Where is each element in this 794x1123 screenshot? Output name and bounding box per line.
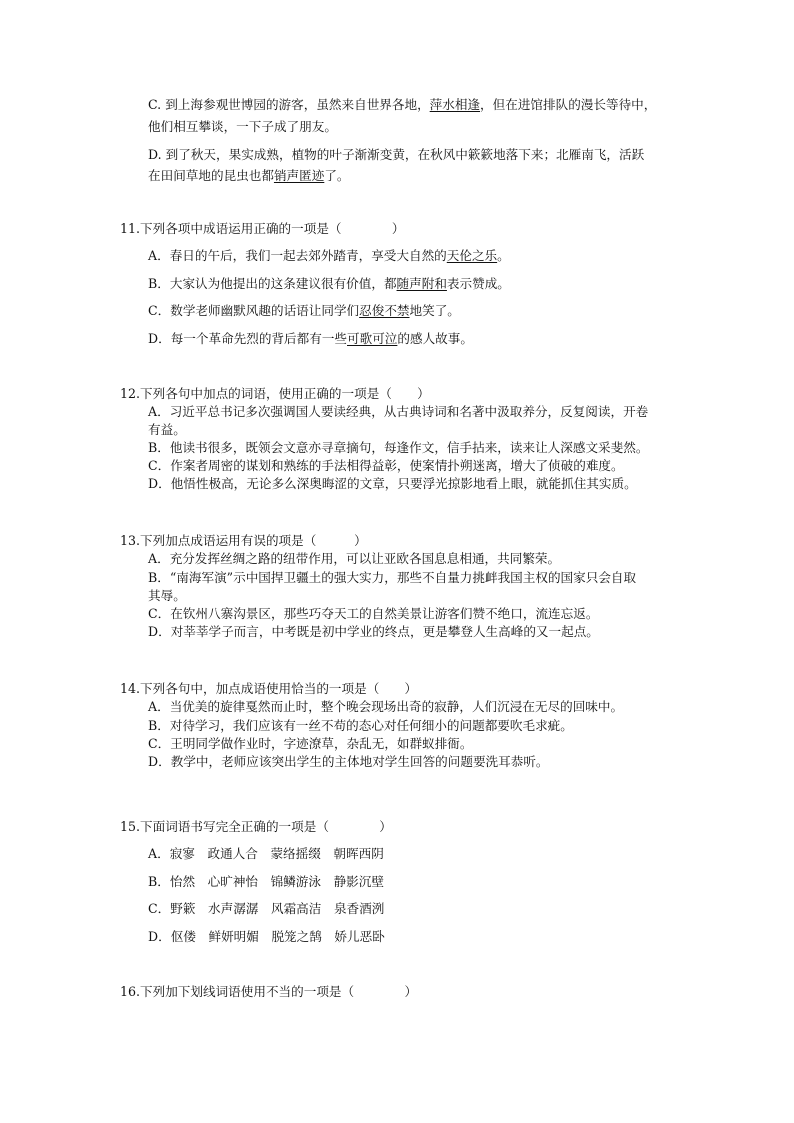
q13-option-b-line2: 其辱。 [148, 588, 186, 603]
q10-option-c-line1 [148, 96, 656, 114]
text: 地笑了。 [409, 303, 460, 318]
q11-option-b [148, 275, 510, 293]
underlined-idiom: 天伦之乐 [446, 248, 498, 263]
underlined-idiom: 忍俊不禁 [359, 303, 410, 318]
q11-option-c [148, 302, 460, 320]
q14-option-c: C．王明同学做作业时，字迹潦草，杂乱无，如群蚁排衙。 [148, 736, 473, 751]
text: ，但在进馆排队的漫长等待中， [480, 97, 657, 112]
q12-option-a-line1: A．习近平总书记多次强调国人要读经典，从古典诗词和名著中汲取养分，反复阅读，开卷 [148, 404, 649, 419]
q12-option-d: D．他悟性极高，无论多么深奥晦涩的文章，只要浮光掠影地看上眼，就能抓住其实质。 [148, 476, 637, 491]
q15-option-c: C．野簌 水声潺潺 风霜高洁 泉香酒洌 [148, 901, 385, 916]
q10-option-c-line2: 他们相互攀谈，一下子成了朋友。 [148, 119, 337, 134]
q12-option-c: C．作案者周密的谋划和熟练的手法相得益彰，使案情扑朔迷离，增大了侦破的难度。 [148, 458, 624, 473]
q12-option-a-line2: 有益。 [148, 422, 186, 437]
q14-option-b: B．对待学习，我们应该有一丝不苟的态心对任何细小的问题都要吹毛求疵。 [148, 718, 573, 733]
text: C. 到上海参观世博园的游客，虽然来自世界各地， [148, 97, 430, 112]
q16-stem: 16.下列加下划线词语使用不当的一项是（ ） [120, 984, 418, 999]
text: 了。 [324, 168, 350, 183]
underlined-idiom: 萍水相逢 [429, 97, 481, 112]
q11-stem: 11.下列各项中成语运用正确的一项是（ ） [120, 221, 405, 236]
q11-option-a [148, 247, 510, 265]
q13-option-c: C．在钦州八寨沟景区，那些巧夺天工的自然美景让游客们赞不绝口，流连忘返。 [148, 606, 599, 621]
text: 的感人故事。 [397, 331, 473, 346]
q13-stem: 13.下列加点成语运用有误的项是（ ） [120, 533, 367, 548]
underlined-idiom: 随声附和 [396, 276, 447, 291]
q15-stem: 15.下面词语书写完全正确的一项是（ ） [120, 819, 392, 834]
text: C．数学老师幽默风趣的话语让同学们 [148, 303, 360, 318]
q15-option-b: B．怡然 心旷神怡 锦鳞游泳 静影沉壁 [148, 874, 384, 889]
q13-option-b-line1: B．“南海军演”示中国捍卫疆土的强大实力，那些不自量力挑衅我国主权的国家只会自取 [148, 570, 637, 585]
text: B．大家认为他提出的这条建议很有价值，都 [148, 276, 397, 291]
text: 表示赞成。 [446, 276, 510, 291]
q15-option-d: D．伛偻 鲜妍明媚 脱笼之鹄 娇儿恶卧 [148, 929, 385, 944]
underlined-idiom: 可歌可泣 [347, 331, 398, 346]
q15-option-a: A．寂寥 政通人合 蒙络摇缀 朝晖西阴 [148, 846, 384, 861]
q10-option-d-line1: D. 到了秋天，果实成熟，植物的叶子渐渐变黄，在秋风中簌簌地落下来；北雁南飞，活跃 [148, 147, 645, 162]
q14-option-d: D．教学中，老师应该突出学生的主体地对学生回答的问题要洗耳恭听。 [148, 754, 549, 769]
text: 。 [497, 248, 510, 263]
q10-option-d-line2 [148, 167, 350, 185]
text: A．春日的午后，我们一起去郊外踏青，享受大自然的 [148, 248, 447, 263]
q13-option-d: D．对莘莘学子而言，中考既是初中学业的终点，更是攀登人生高峰的又一起点。 [148, 624, 599, 639]
text: 在田间草地的昆虫也都 [148, 168, 274, 183]
q11-option-d [148, 330, 473, 348]
underlined-idiom: 销声匿迹 [273, 168, 325, 183]
q13-option-a: A．充分发挥丝绸之路的纽带作用，可以让亚欧各国息息相通，共同繁荣。 [148, 551, 561, 566]
q12-stem: 12.下列各句中加点的词语，使用正确的一项是（ ） [120, 386, 430, 401]
text: D．每一个革命先烈的背后都有一些 [148, 331, 348, 346]
q12-option-b: B．他读书很多，既领会文意亦寻章摘句，每逢作文，信手拈来，读来让人深感文采斐然。 [148, 440, 649, 455]
q14-stem: 14.下列各句中，加点成语使用恰当的一项是（ ） [120, 681, 418, 696]
q14-option-a: A．当优美的旋律戛然而止时，整个晚会现场出奇的寂静，人们沉浸在无尽的回味中。 [148, 699, 624, 714]
